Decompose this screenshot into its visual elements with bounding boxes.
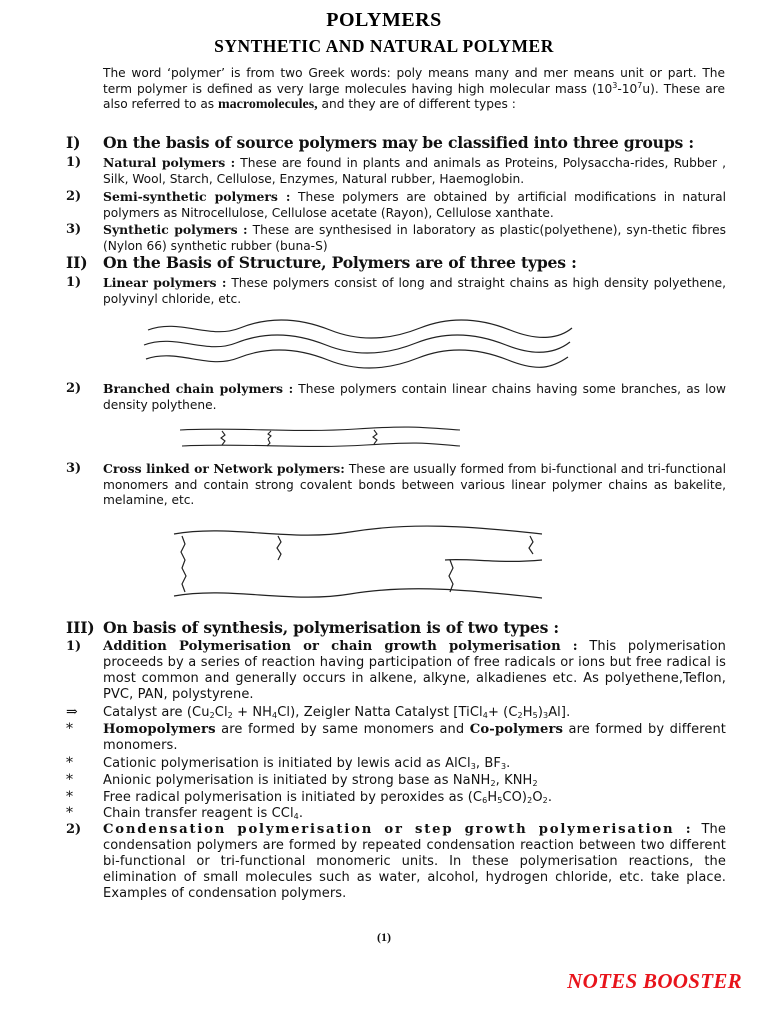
list-item-anionic: * Anionic polymerisation is initiated by strong base as NaNH$_2$, $KNH_2$ <box>66 772 538 788</box>
list-item-addition-polymerisation: 1) Addition Polymerisation or chain growth polymerisation : This polymerisation proceeds by a series of reaction having participation of free radicals or ions but free radical is most common and generally occurs in alkene, alkyne, alkadienes etc. As polyethene,Teflon, PVC, PAN, polystyrene. <box>66 639 726 702</box>
list-item-natural-polymers: 1) Natural polymers : These are found in plants and animals as Proteins, Polysaccha-rides, Rubber , Silk, Wool, Starch, Cellulose, Enzymes, Natural rubber, Haemoglobin. <box>66 155 726 186</box>
page-number: (1) <box>377 930 391 944</box>
cross-linked-polymer-diagram <box>170 520 550 612</box>
intro-paragraph: The word ‘polymer’ is from two Greek words: poly means many and mer means unit or part. The term polymer is defined as very large molecules having high molecular mass $(10^3-10^7u)$. These are also referred to as macromolecules, and they are of different types : <box>103 66 726 112</box>
linear-polymer-diagram <box>140 318 580 374</box>
list-item-synthetic-polymers: 3) Synthetic polymers : These are synthesised in laboratory as plastic(polyethene), syn-thetic fibres (Nylon 66) synthetic rubber (buna-S) <box>66 222 727 253</box>
list-item-branched-chain-polymers: 2) Branched chain polymers : These polymers contain linear chains having some branches, as low density polythene. <box>66 381 726 412</box>
list-item-free-radical: * Free radical polymerisation is initiated by peroxides as $(C_6H_5CO)_2O_2$. <box>66 789 553 805</box>
list-item-condensation-polymerisation: 2) Condensation polymerisation or step growth polymerisation : The condensation polymers are formed by repeated condensation reaction between two different bi-functional or tri-functional monomeric units. In these polymerisation reactions, the elimination of small molecules such as water, alcohol, hydrogen chloride, etc. take place. Examples of condensation polymers. <box>66 822 726 901</box>
branched-polymer-diagram <box>176 422 466 456</box>
list-item-chain-transfer: * Chain transfer reagent is CCl$_4$. <box>66 805 304 821</box>
section-heading-structure: II) On the Basis of Structure, Polymers are of three types : <box>66 253 577 272</box>
list-item-cationic: * Cationic polymerisation is initiated by lewis acid as AlCl$_3$, $BF_3$. <box>66 755 511 771</box>
brand-logo-text: NOTES BOOSTER <box>567 969 742 993</box>
page-subtitle: SYNTHETIC AND NATURAL POLYMER <box>214 36 554 56</box>
list-item-semi-synthetic-polymers: 2) Semi-synthetic polymers : These polymers are obtained by artificial modifications in natural polymers as Nitrocellulose, Cellulose acetate (Rayon), Cellulose xanthate. <box>66 189 726 220</box>
list-item-homopolymers: * Homopolymers are formed by same monomers and Co-polymers are formed by different monomers. <box>66 721 726 753</box>
section-heading-source: I) On the basis of source polymers may be classified into three groups : <box>66 133 694 152</box>
list-item-catalyst: ⇒ Catalyst are $(Cu_2Cl_2 + NH_4Cl)$, Zeigler Natta Catalyst [TiCl$_4$+ $(C_2H_5)_3Al$]. <box>66 704 571 720</box>
section-heading-synthesis: III) On basis of synthesis, polymerisation is of two types : <box>66 618 559 637</box>
list-item-linear-polymers: 1) Linear polymers : These polymers consist of long and straight chains as high density polyethene, polyvinyl chloride, etc. <box>66 275 726 306</box>
list-item-cross-linked-polymers: 3) Cross linked or Network polymers: These are usually formed from bi-functional and tri-functional monomers and contain strong covalent bonds between various linear polymer chains as bakelite, melamine, etc. <box>66 461 726 507</box>
page-title: POLYMERS <box>326 9 442 31</box>
